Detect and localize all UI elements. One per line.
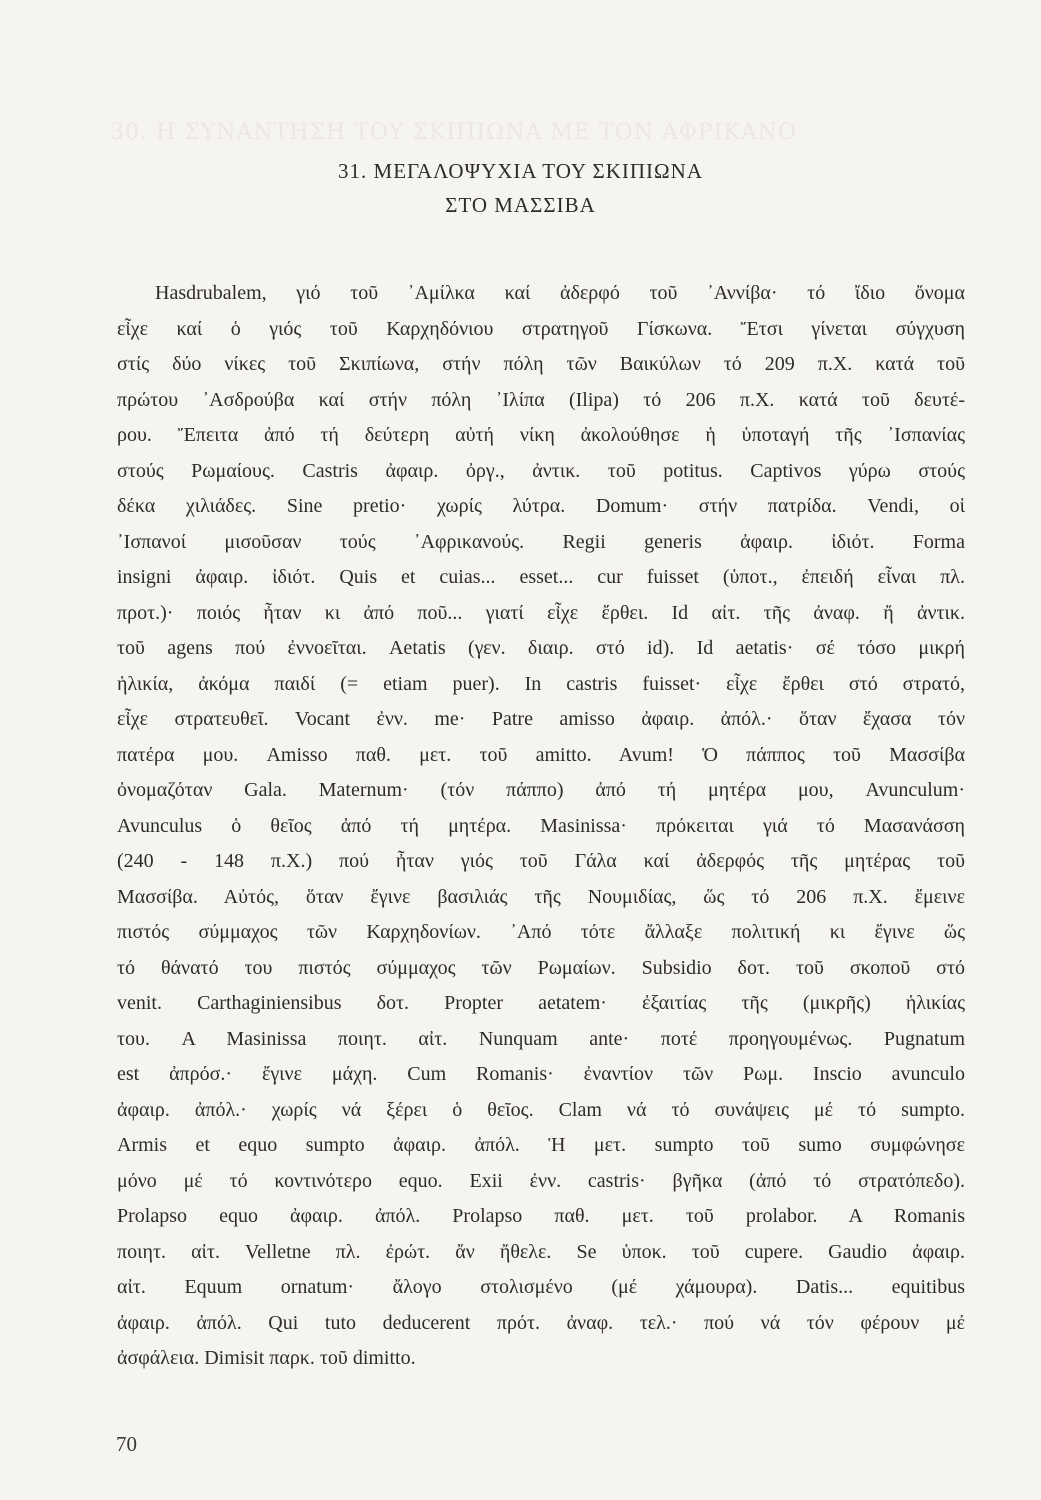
text-line: ποιητ. αἰτ. Velletne πλ. ἐρώτ. ἄν ἤθελε. Se ὑποκ. τοῦ cupere. Gaudio ἀφαιρ. bbox=[117, 1240, 965, 1263]
text-line: πατέρα μου. Amisso παθ. μετ. τοῦ amitto. Avum! Ὁ πάππος τοῦ Μασσίβα bbox=[117, 743, 965, 766]
text-line: εἶχε καί ὁ γιός τοῦ Καρχηδόνιου στρατηγοῦ Γίσκωνα. Ἔτσι γίνεται σύγχυση bbox=[117, 317, 965, 340]
text-line: ἡλικία, ἀκόμα παιδί (= etiam puer). In castris fuisset· εἶχε ἔρθει στό στρατό, bbox=[117, 672, 965, 695]
text-line: venit. Carthaginiensibus δοτ. Propter aetatem· ἐξαιτίας τῆς (μικρῆς) ἡλικίας bbox=[117, 992, 965, 1014]
text-line: τό θάνατό του πιστός σύμμαχος τῶν Ρωμαίων. Subsidio δοτ. τοῦ σκοποῦ στό bbox=[117, 956, 965, 979]
chapter-title-line-2: ΣΤΟ ΜΑΣΣΙΒΑ bbox=[445, 193, 596, 217]
page-number: 70 bbox=[116, 1432, 137, 1456]
text-line: ρου. Ἔπειτα ἀπό τή δεύτερη αὐτή νίκη ἀκολούθησε ἡ ὑποταγή τῆς ᾿Ισπανίας bbox=[117, 424, 965, 446]
text-line: est ἀπρόσ.· ἔγινε μάχη. Cum Romanis· ἐναντίον τῶν Ρωμ. Inscio avunculo bbox=[117, 1063, 965, 1085]
text-line: Hasdrubalem, γιό τοῦ ᾿Αμίλκα καί ἀδερφό τοῦ ᾿Αννίβα· τό ἴδιο ὄνομα bbox=[155, 282, 965, 304]
text-line: του. A Masinissa ποιητ. αἰτ. Nunquam ante· ποτέ προηγουμένως. Pugnatum bbox=[117, 1027, 965, 1050]
show-through-text: 30. Η ΣΥΝΑΝΤΗΣΗ ΤΟΥ ΣΚΙΠΙΩΝΑ ΜΕ ΤΟΝ ΑΦΡΙΚΑΝΟ bbox=[110, 120, 797, 145]
text-line: Prolapso equo ἀφαιρ. ἀπόλ. Prolapso παθ. μετ. τοῦ prolabor. A Romanis bbox=[117, 1205, 965, 1227]
text-line: ᾿Ισπανοί μισοῦσαν τούς ᾿Αφρικανούς. Regii generis ἀφαιρ. ἰδιότ. Forma bbox=[117, 530, 965, 553]
text-line: ἀφαιρ. ἀπόλ. Qui tuto deducerent πρότ. ἀναφ. τελ.· πού νά τόν φέρουν μέ bbox=[117, 1311, 965, 1334]
text-line: στίς δύο νίκες τοῦ Σκιπίωνα, στήν πόλη τῶν Βαικύλων τό 209 π.Χ. κατά τοῦ bbox=[117, 353, 965, 375]
text-line: πιστός σύμμαχος τῶν Καρχηδονίων. ᾿Από τότε ἄλλαξε πολιτική κι ἔγινε ὥς bbox=[117, 921, 965, 943]
text-line: (240 - 148 π.Χ.) πού ἦταν γιός τοῦ Γάλα καί ἀδερφός τῆς μητέρας τοῦ bbox=[117, 850, 965, 872]
text-line: Avunculus ὁ θεῖος ἀπό τή μητέρα. Masinissa· πρόκειται γιά τό Μασανάσση bbox=[117, 814, 965, 837]
text-line: δέκα χιλιάδες. Sine pretio· χωρίς λύτρα. Domum· στήν πατρίδα. Vendi, οἱ bbox=[117, 495, 965, 517]
text-line: ἀφαιρ. ἀπόλ.· χωρίς νά ξέρει ὁ θεῖος. Clam νά τό συνάψεις μέ τό sumpto. bbox=[117, 1098, 965, 1121]
text-line: ὀνομαζόταν Gala. Maternum· (τόν πάππο) ἀπό τή μητέρα μου, Avunculum· bbox=[117, 779, 965, 801]
text-line: μόνο μέ τό κοντινότερο equo. Exii ἐνν. castris· βγῆκα (ἀπό τό στρατόπεδο). bbox=[117, 1169, 965, 1192]
text-line: εἶχε στρατευθεῖ. Vocant ἐνν. me· Patre amisso ἀφαιρ. ἀπόλ.· ὅταν ἔχασα τόν bbox=[117, 708, 965, 730]
text-line: Μασσίβα. Αὐτός, ὅταν ἔγινε βασιλιάς τῆς Νουμιδίας, ὥς τό 206 π.Χ. ἔμεινε bbox=[117, 885, 965, 908]
text-line: τοῦ agens πού ἐννοεῖται. Aetatis (γεν. διαιρ. στό id). Id aetatis· σέ τόσο μικρή bbox=[117, 637, 965, 659]
text-line: αἰτ. Equum ornatum· ἄλογο στολισμένο (μέ χάμουρα). Datis... equitibus bbox=[117, 1276, 965, 1298]
text-line: insigni ἀφαιρ. ἰδιότ. Quis et cuias... esset... cur fuisset (ὑποτ., ἐπειδή εἶναι πλ. bbox=[117, 566, 965, 588]
text-line: στούς Ρωμαίους. Castris ἀφαιρ. ὀργ., ἀντικ. τοῦ potitus. Captivos γύρω στούς bbox=[117, 459, 965, 482]
chapter-title-line-1: 31. ΜΕΓΑΛΟΨΥΧΙΑ ΤΟΥ ΣΚΙΠΙΩΝΑ bbox=[338, 159, 703, 183]
text-line: προτ.)· ποιός ἦταν κι ἀπό ποῦ... γιατί εἶχε ἔρθει. Id αἰτ. τῆς ἀναφ. ἤ ἀντικ. bbox=[117, 601, 965, 624]
text-line: Armis et equo sumpto ἀφαιρ. ἀπόλ. Ἡ μετ. sumpto τοῦ sumo συμφώνησε bbox=[117, 1134, 965, 1156]
text-line: πρώτου ᾿Ασδρούβα καί στήν πόλη ᾿Ιλίπα (Ilipa) τό 206 π.Χ. κατά τοῦ δευτέ- bbox=[117, 388, 965, 411]
text-line: ἀσφάλεια. Dimisit παρκ. τοῦ dimitto. bbox=[117, 1347, 416, 1369]
commentary-body bbox=[117, 276, 965, 1377]
